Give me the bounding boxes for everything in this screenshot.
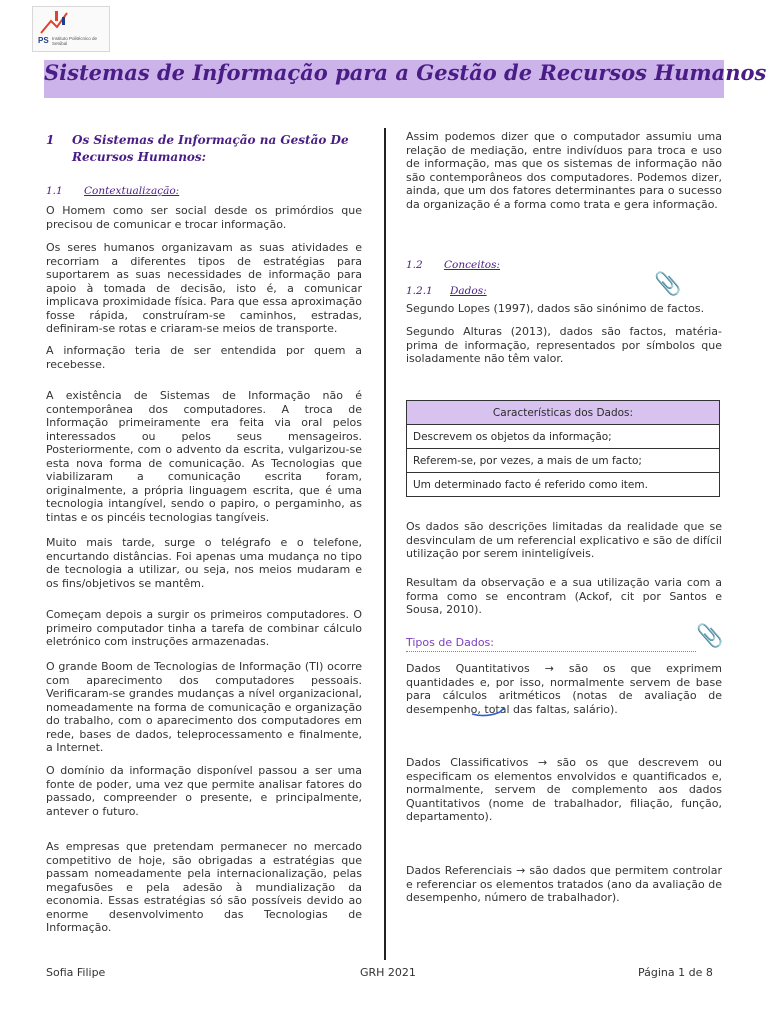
paragraph: O domínio da informação disponível passou a ser uma fonte de poder, uma vez que permite analisar fatores do passado, compreender o presente, e principalmente, antever o futuro. xyxy=(46,764,362,818)
footer-author: Sofia Filipe xyxy=(46,966,106,979)
paragraph: O grande Boom de Tecnologias de Informação (TI) ocorre com aparecimento dos computadores pessoais. Verificaram-se grandes mudanças a nível organizacional, nomeadamente na forma de comunicação e organização do trabalho, com o aparecimento dos computadores em rede, bases de dados, teleprocessamento e finalmente, a Internet. xyxy=(46,660,362,754)
table-row: Um determinado facto é referido como item. xyxy=(407,473,720,497)
title-banner xyxy=(44,60,767,98)
pen-mark xyxy=(470,704,506,718)
paragraph: Os seres humanos organizavam as suas atividades e recorriam a diferentes tipos de estratégias para suportarem as suas necessidades de informação para apoio à tomada de decisão, isto é, a comunicar implicava proximidade física. Para que essa aproximação fosse rápida, construíram-se caminhos, estradas, definiram-se rotas e criaram-se meios de transporte. xyxy=(46,241,362,335)
paragraph: Muito mais tarde, surge o telégrafo e o telefone, encurtando distâncias. Foi apenas uma mudança no tipo de tecnologia a utilizar, ou seja, nos meios mudaram e os fins/objetivos se mantêm. xyxy=(46,536,362,590)
table-row: Referem-se, por vezes, a mais de um facto; xyxy=(407,449,720,473)
paragraph: Dados Quantitativos → são os que exprimem quantidades e, por isso, normalmente servem de base para cálculos aritméticos (notas de avaliação de desempenho, total das faltas, salário). xyxy=(406,662,722,716)
paperclip-icon: 📎 xyxy=(696,624,724,649)
logo-subtitle: Instituto Politécnico de Setúbal xyxy=(52,36,98,46)
paragraph: Assim podemos dizer que o computador assumiu uma relação de mediação, entre indivíduos para troca e uso de informação, mas que os sistemas de informação não são contemporâneos dos computadores. Podemos dizer, ainda, que um dos fatores determinantes para o sucesso da organização é a forma como trata e gera informação. xyxy=(406,130,722,211)
paperclip-icon: 📎 xyxy=(654,272,682,297)
table-header: Características dos Dados: xyxy=(407,401,720,425)
section-1-1-number: 1.1 xyxy=(46,185,63,197)
paragraph: Dados Classificativos → são os que descrevem ou especificam os elementos envolvidos e quantificados e, normalmente, servem de complemento aos dados Quantitativos (nome de trabalhador, filiação, função, departamento). xyxy=(406,756,722,823)
section-1-2-1-heading xyxy=(450,284,487,298)
paragraph: Segundo Lopes (1997), dados são sinónimo de factos. xyxy=(406,302,705,315)
paragraph: A informação teria de ser entendida por quem a recebesse. xyxy=(46,344,362,371)
table-row: Descrevem os objetos da informação; xyxy=(407,425,720,449)
paragraph: Começam depois a surgir os primeiros computadores. O primeiro computador tinha a tarefa de combinar cálculo eletrónico com instruções armazenadas. xyxy=(46,608,362,648)
section-1-number: 1 xyxy=(46,133,55,147)
paragraph: O Homem como ser social desde os primórdios que precisou de comunicar e trocar informação. xyxy=(46,204,362,231)
section-1-1-title: Contextualização: xyxy=(84,185,180,197)
section-1-2-title: Conceitos: xyxy=(444,259,501,271)
dotted-rule xyxy=(406,651,696,652)
logo xyxy=(32,6,110,52)
logo-ps-text: PS xyxy=(38,36,49,45)
paragraph: As empresas que pretendam permanecer no mercado competitivo de hoje, são obrigadas a estratégias que passam nomeadamente pela internacionalização, pelas megafusões e pela adesão à mundialização da economia. Essas estratégias só são possíveis devido ao enorme desenvolvimento das Tecnologias de Informação. xyxy=(46,840,362,934)
section-1-1-heading xyxy=(84,184,179,198)
section-1-2-1-number: 1.2.1 xyxy=(406,285,433,297)
section-1-2-number: 1.2 xyxy=(406,259,423,271)
paragraph: A existência de Sistemas de Informação não é contemporânea dos computadores. A troca de Informação primeiramente era feita via oral pelos interessados ou pelos seus mensageiros. Posteriormente, com o advento da escrita, vulgarizou-se esta nova forma de comunicação. As Tecnologias que viabilizaram a comunicação escrita foram, originalmente, a própria linguagem escrita, que é uma tecnologia intangível, sendo o papiro, o pergaminho, as tintas e os pincéis tecnologias tangíveis. xyxy=(46,389,362,524)
paragraph: Segundo Alturas (2013), dados são factos, matéria-prima de informação, representados por símbolos que isoladamente não têm valor. xyxy=(406,325,722,365)
footer-course: GRH 2021 xyxy=(360,966,416,979)
paragraph: Resultam da observação e a sua utilização varia com a forma como se encontram (Ackof, cit por Santos e Sousa, 2010). xyxy=(406,576,722,616)
paragraph: Dados Referenciais → são dados que permitem controlar e referenciar os elementos tratados (ano da avaliação de desempenho, número de trabalhador). xyxy=(406,864,722,904)
section-1-heading: Os Sistemas de Informação na Gestão De Recursos Humanos: xyxy=(72,133,349,164)
section-1-2-heading xyxy=(444,258,500,272)
column-divider xyxy=(384,128,386,960)
logo-mark xyxy=(33,7,109,37)
section-1-2-1-title: Dados: xyxy=(450,285,487,297)
footer-page-number: Página 1 de 8 xyxy=(638,966,713,979)
characteristics-table xyxy=(406,400,720,497)
page-title: Sistemas de Informação para a Gestão de Recursos Humanos xyxy=(44,60,767,85)
paragraph: Os dados são descrições limitadas da realidade que se desvinculam de um referencial explicativo e são de difícil utilização por serem ininteligíveis. xyxy=(406,520,722,560)
data-types-label: Tipos de Dados: xyxy=(406,636,494,649)
